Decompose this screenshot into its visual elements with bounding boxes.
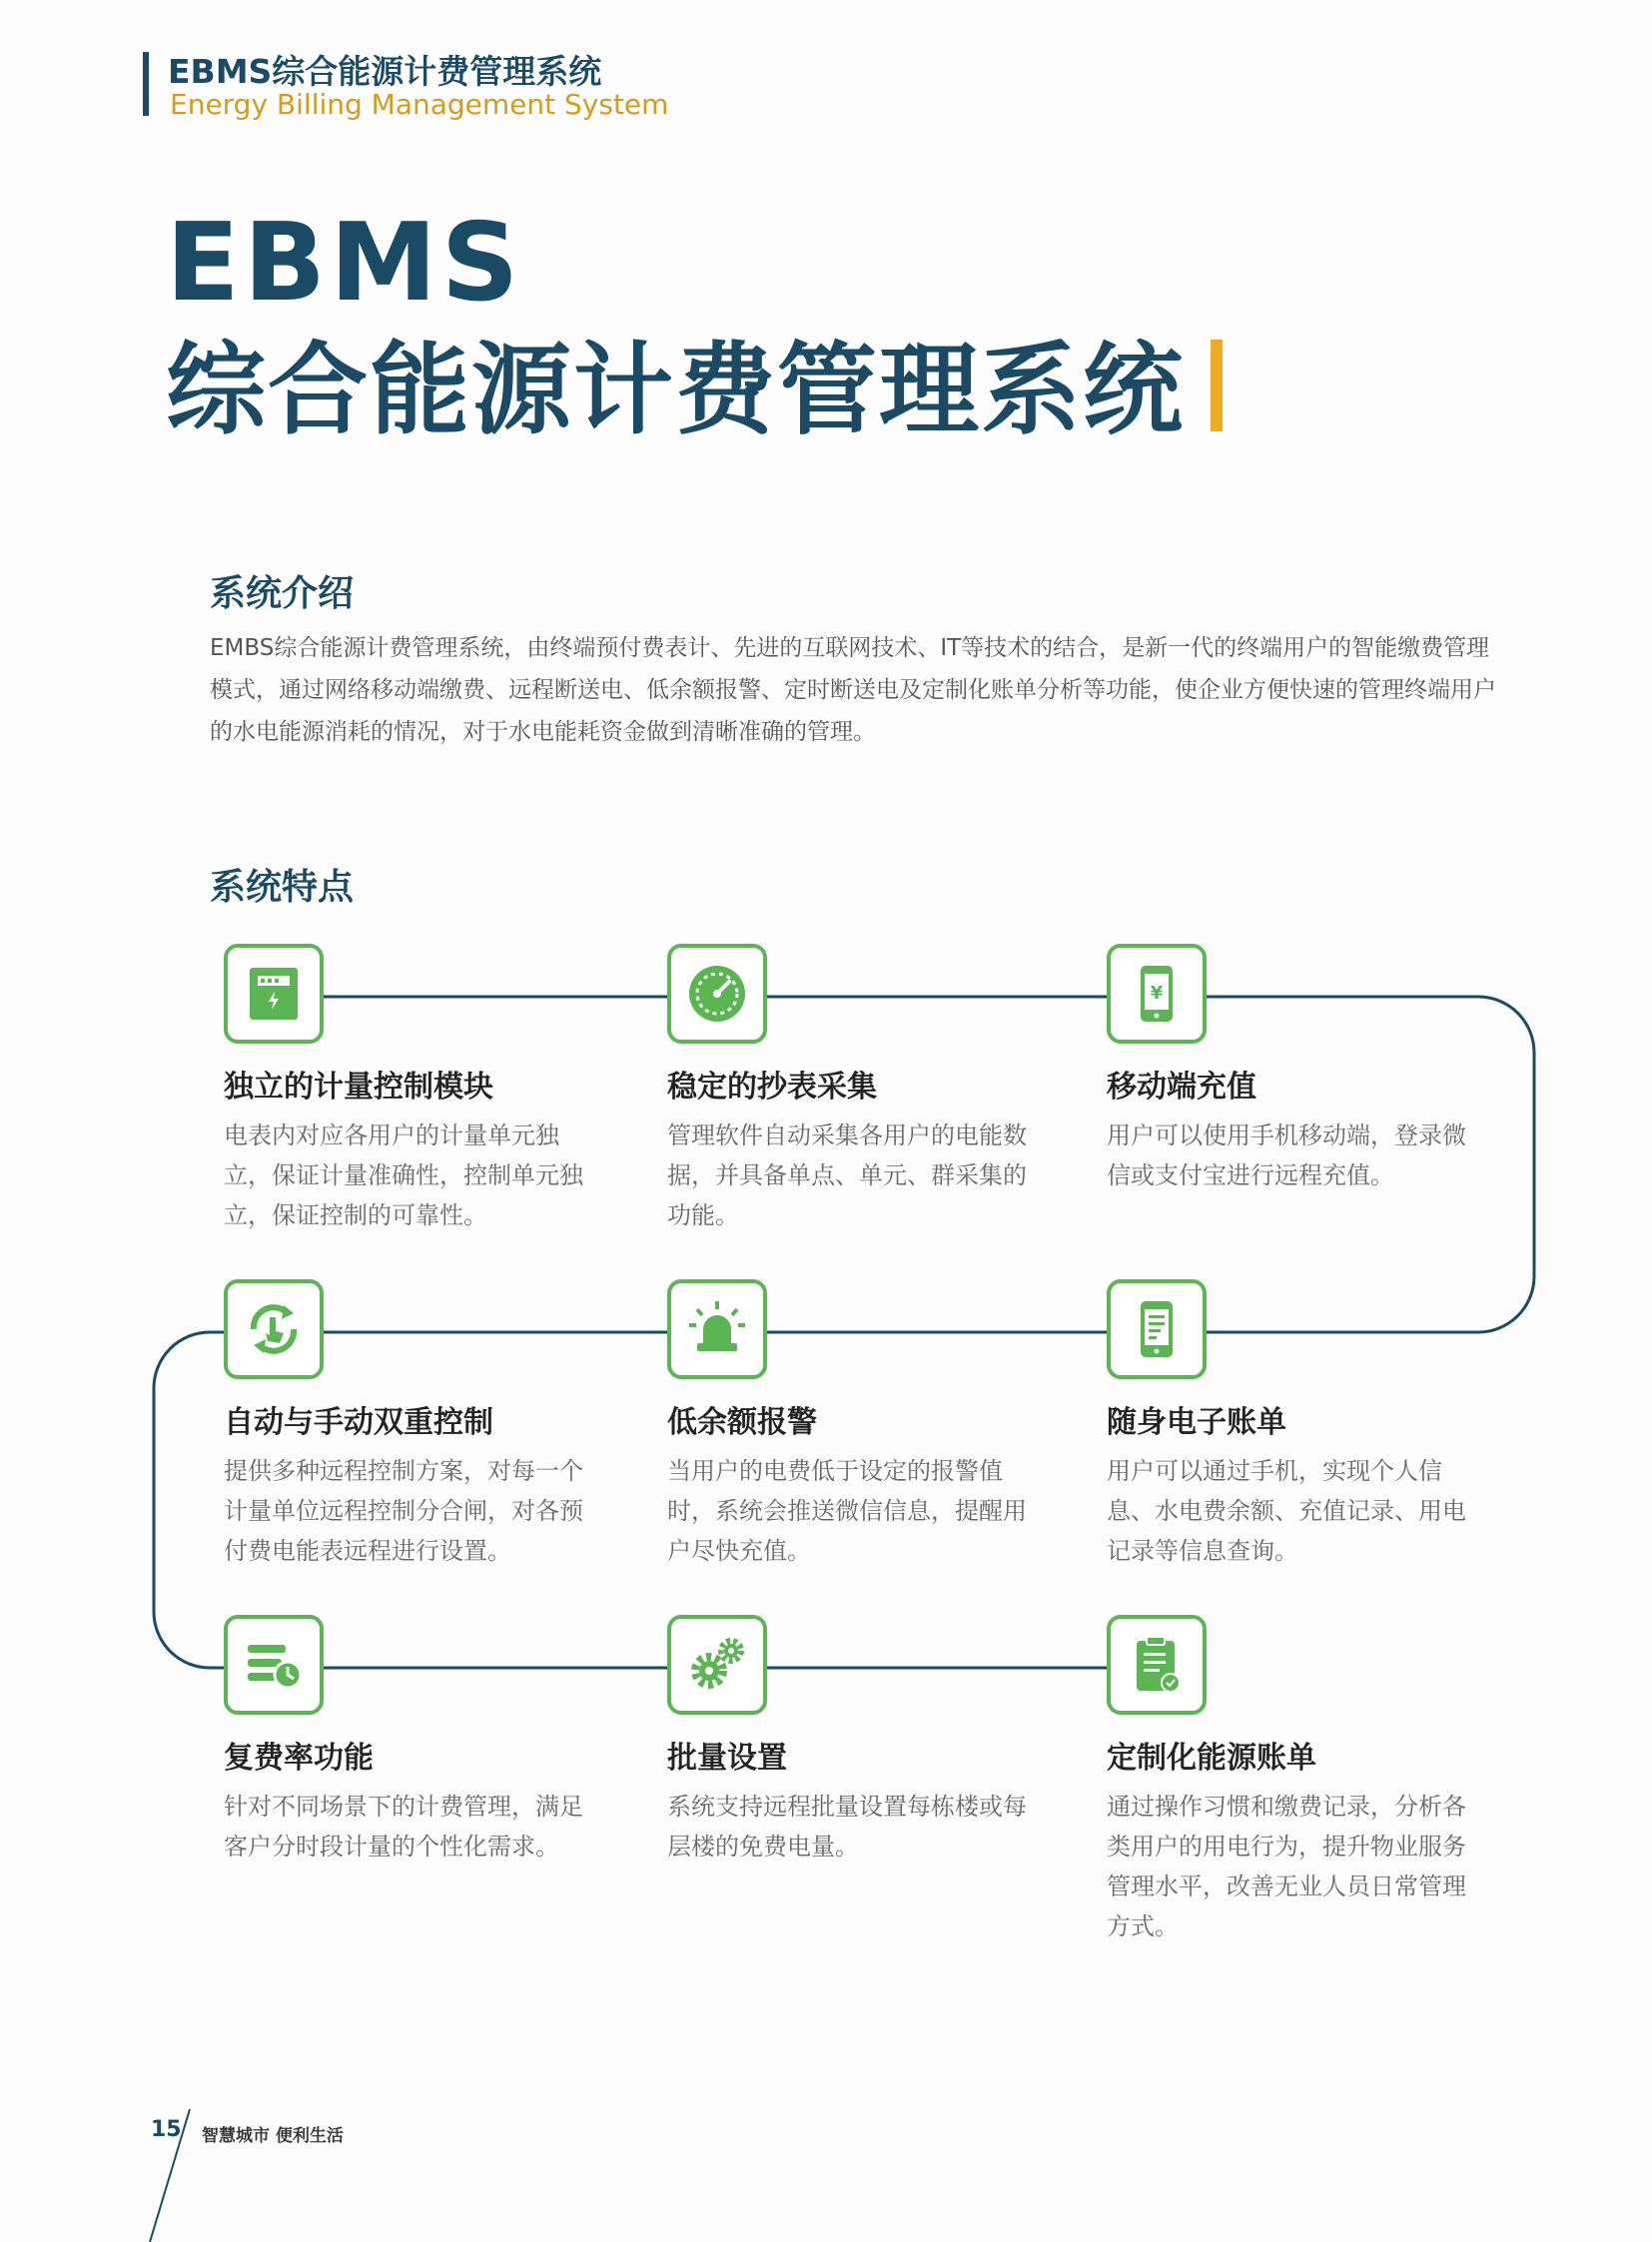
feature-card-6 [1107, 1279, 1486, 1571]
feature-desc: 系统支持远程批量设置每栋楼或每层楼的免费电量。 [667, 1793, 1027, 1861]
feature-title: 低余额报警 [667, 1405, 817, 1440]
mobile-bill-icon [1107, 1279, 1207, 1379]
header-accent-bar [143, 52, 149, 116]
hero-title-cn: 综合能源计费管理系统 [166, 332, 1185, 448]
feature-desc: 用户可以使用手机移动端，登录微信或支付宝进行远程充值。 [1107, 1121, 1466, 1189]
gears-icon [667, 1615, 767, 1715]
feature-card-1 [224, 944, 603, 1235]
feature-card-2 [667, 944, 1047, 1235]
feature-desc: 电表内对应各用户的计量单元独立，保证计量准确性，控制单元独立，保证控制的可靠性。 [224, 1121, 583, 1229]
feature-desc: 管理软件自动采集各用户的电能数据，并具备单点、单元、群采集的功能。 [667, 1121, 1027, 1229]
page-number: 15 [151, 2117, 182, 2142]
feature-desc: 当用户的电费低于设定的报警值时，系统会推送微信信息，提醒用户尽快充值。 [667, 1457, 1027, 1565]
mobile-yuan-icon [1107, 944, 1207, 1044]
feature-title: 随身电子账单 [1107, 1405, 1286, 1440]
feature-desc: 用户可以通过手机，实现个人信息、水电费余额、充值记录、用电记录等信息查询。 [1107, 1457, 1466, 1565]
feature-desc: 通过操作习惯和缴费记录，分析各类用户的用电行为，提升物业服务管理水平，改善无业人员日常管理方式。 [1107, 1793, 1466, 1940]
intro-heading: 系统介绍 [210, 573, 355, 614]
intro-body: EMBS综合能源计费管理系统，由终端预付费表计、先进的互联网技术、IT等技术的结合，是新一代的终端用户的智能缴费管理模式，通过网络移动端缴费、远程断送电、低余额报警、定时断送电及定制化账单分析等功能，使企业方便快速的管理终端用户的水电能源消耗的情况，对于水电能耗资金做到清晰准确的管理。 [210, 635, 1496, 745]
feature-card-9 [1107, 1615, 1486, 1946]
feature-desc: 针对不同场景下的计费管理，满足客户分时段计量的个性化需求。 [224, 1793, 583, 1861]
feature-title: 批量设置 [667, 1741, 787, 1776]
gauge-icon [667, 944, 767, 1044]
feature-card-7 [224, 1615, 603, 1867]
header-title-en: Energy Billing Management System [170, 88, 669, 121]
feature-card-4 [224, 1279, 603, 1571]
feature-title: 稳定的抄表采集 [667, 1070, 877, 1105]
alarm-icon [667, 1279, 767, 1379]
feature-card-8 [667, 1615, 1047, 1867]
hero-title-en: EBMS [166, 201, 523, 326]
feature-card-5 [667, 1279, 1047, 1571]
footer-slogan: 智慧城市 便利生活 [202, 2126, 344, 2146]
rate-clock-icon [224, 1615, 324, 1715]
feature-title: 定制化能源账单 [1107, 1741, 1316, 1776]
feature-desc: 提供多种远程控制方案，对每一个计量单位远程控制分合闸，对各预付费电能表远程进行设置。 [224, 1457, 583, 1565]
feature-title: 独立的计量控制模块 [224, 1070, 493, 1105]
feature-title: 复费率功能 [224, 1741, 374, 1776]
header-title-cn: EBMS综合能源计费管理系统 [168, 52, 602, 91]
clipboard-icon [1107, 1615, 1207, 1715]
feature-title: 自动与手动双重控制 [224, 1405, 493, 1440]
feature-title: 移动端充值 [1107, 1070, 1256, 1105]
feature-card-3 [1107, 944, 1486, 1195]
features-heading: 系统特点 [210, 867, 355, 908]
svg-text:¥: ¥ [1150, 983, 1164, 1004]
meter-icon [224, 944, 324, 1044]
hand-cycle-icon [224, 1279, 324, 1379]
hero-accent-bar [1211, 340, 1223, 431]
